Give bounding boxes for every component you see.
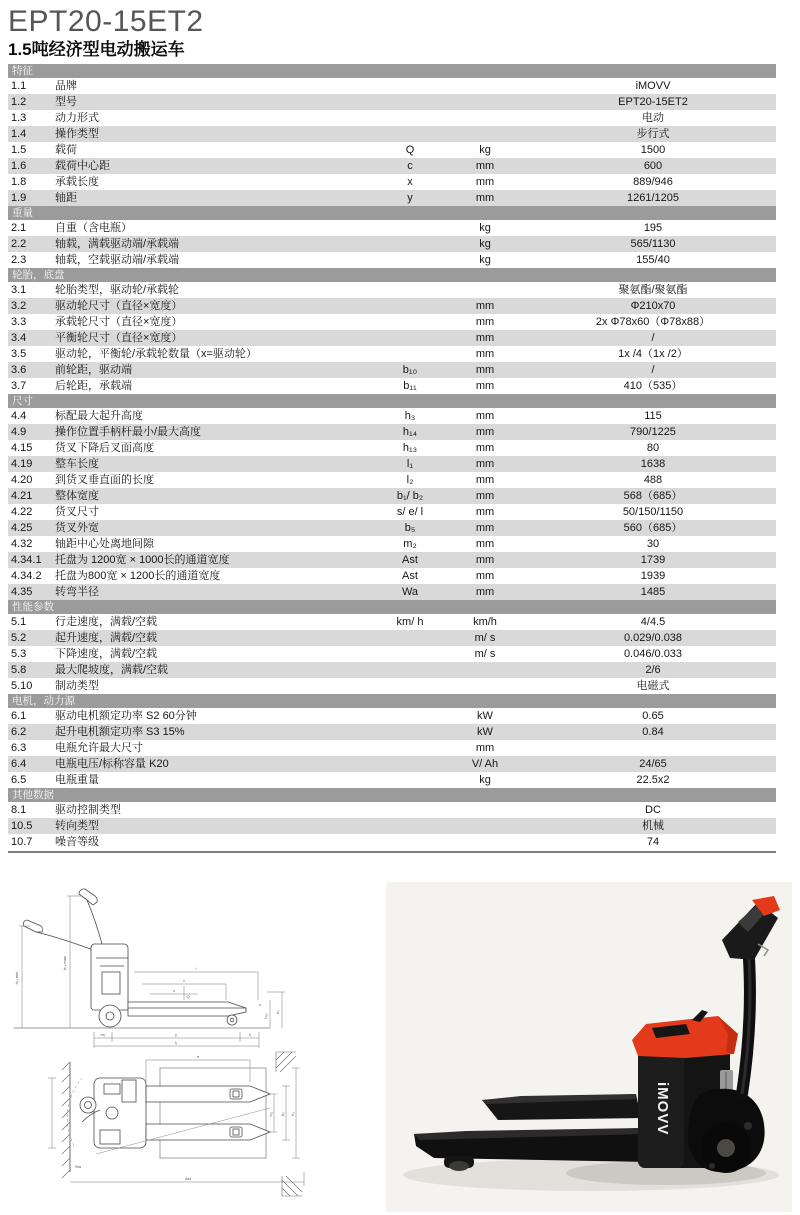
cell-name: 品牌 <box>55 80 77 92</box>
cell-no: 6.1 <box>11 710 27 722</box>
cell-sym: s/ e/ l <box>396 506 424 518</box>
svg-text:c: c <box>173 988 175 993</box>
svg-text:l₁: l₁ <box>174 1040 178 1045</box>
cell-unit <box>440 818 530 834</box>
cell-val: 4/4.5 <box>640 616 666 628</box>
cell-val: 600 <box>643 160 663 172</box>
cell-unit <box>440 126 530 142</box>
cell-name: 操作位置手柄杆最小/最大高度 <box>55 426 202 438</box>
spec-row <box>8 440 776 456</box>
spec-row <box>8 362 776 378</box>
cell-sym <box>380 110 440 126</box>
cell-unit: mm <box>475 570 495 582</box>
cell-name: 最大爬坡度，满载/空载 <box>55 664 169 676</box>
cell-name: 整体宽度 <box>55 490 99 502</box>
cell-name: 货叉下降后叉面高度 <box>55 442 154 454</box>
cell-no: 3.7 <box>11 380 27 392</box>
drive-wheel-housing <box>688 1089 765 1173</box>
spec-row <box>8 504 776 520</box>
cell-name: 整车长度 <box>55 458 99 470</box>
cell-unit: mm <box>475 380 495 392</box>
spec-row <box>8 456 776 472</box>
section-header: 特征 <box>8 64 776 78</box>
cell-val: 115 <box>644 410 662 422</box>
cell-unit: mm <box>475 538 495 550</box>
section-header: 其他数据 <box>8 788 776 802</box>
cell-sym: Ast <box>402 554 418 566</box>
cell-name: 后轮距，承载端 <box>55 380 132 392</box>
cell-val: 155/40 <box>636 254 670 266</box>
spec-row <box>8 708 776 724</box>
spec-row <box>8 78 776 94</box>
cell-no: 5.10 <box>11 680 33 692</box>
page-title: EPT20-15ET2 <box>8 5 204 38</box>
cell-sym: y <box>407 192 413 204</box>
cell-unit: mm <box>475 522 495 534</box>
cell-name: 载荷中心距 <box>55 160 110 172</box>
cell-name: 电瓶重量 <box>55 774 99 786</box>
cell-no: 5.8 <box>11 664 27 676</box>
side-view-dimension-labels <box>14 956 280 1045</box>
cell-no: 6.3 <box>11 742 27 754</box>
cell-name: 货叉尺寸 <box>55 506 99 518</box>
cell-val: 74 <box>646 836 660 848</box>
cell-name: 驱动控制类型 <box>55 804 121 816</box>
spec-row <box>8 282 776 298</box>
svg-text:h₁₃: h₁₃ <box>263 1013 268 1019</box>
cell-name: 驱动电机额定功率 S2 60分钟 <box>55 710 197 722</box>
spec-row <box>8 126 776 142</box>
cell-val: 2/6 <box>645 664 661 676</box>
spec-row <box>8 346 776 362</box>
cell-name: 到货叉垂直面的长度 <box>55 474 154 486</box>
spec-row <box>8 724 776 740</box>
spec-row <box>8 756 776 772</box>
cell-no: 5.1 <box>11 616 27 628</box>
spec-row <box>8 142 776 158</box>
spec-row <box>8 614 776 630</box>
side-view-truck-outline <box>14 889 270 1028</box>
cell-unit: mm <box>475 474 495 486</box>
cell-val: 1939 <box>640 570 666 582</box>
spec-row <box>8 584 776 600</box>
spec-row <box>8 630 776 646</box>
cell-sym <box>380 802 440 818</box>
cell-no: 8.1 <box>11 804 27 816</box>
cell-name: 转向类型 <box>55 820 99 832</box>
cell-val: 2x Φ78x60（Φ78x88） <box>595 316 711 328</box>
cell-name: 转弯半径 <box>55 586 99 598</box>
spec-row <box>8 220 776 236</box>
cell-unit: mm <box>475 160 495 172</box>
cell-unit <box>440 94 530 110</box>
spec-row <box>8 662 776 678</box>
cell-name: 托盘为800宽 × 1200长的通道宽度 <box>55 570 221 582</box>
spec-row <box>8 298 776 314</box>
product-photo <box>386 882 792 1212</box>
spec-row <box>8 488 776 504</box>
cell-name: 制动类型 <box>55 680 99 692</box>
cell-no: 3.2 <box>11 300 27 312</box>
cell-sym <box>380 252 440 268</box>
spec-table <box>8 64 776 853</box>
svg-text:m₂: m₂ <box>100 1032 106 1037</box>
cell-no: 4.20 <box>11 474 33 486</box>
cell-sym <box>380 330 440 346</box>
cell-unit: mm <box>475 364 495 376</box>
cell-val: 1638 <box>640 458 666 470</box>
cell-name: 动力形式 <box>55 112 99 124</box>
cell-val: Φ210x70 <box>630 300 676 312</box>
cell-val: 889/946 <box>633 176 673 188</box>
spec-row <box>8 536 776 552</box>
cell-val: 1500 <box>640 144 666 156</box>
cell-sym <box>380 94 440 110</box>
cell-unit: mm <box>475 316 495 328</box>
cell-unit: mm <box>475 332 495 344</box>
cell-val: 0.046/0.033 <box>623 648 683 660</box>
cell-no: 2.2 <box>11 238 27 250</box>
cell-unit: mm <box>475 458 495 470</box>
cell-no: 3.5 <box>11 348 27 360</box>
cell-no: 3.3 <box>11 316 27 328</box>
cell-val: 568（685） <box>623 490 683 502</box>
side-view-drawing <box>8 888 318 1060</box>
cell-name: 平衡轮尺寸（直径×宽度） <box>55 332 183 344</box>
spec-row <box>8 174 776 190</box>
cell-unit: mm <box>475 554 495 566</box>
cell-name: 电瓶电压/标称容量 K20 <box>55 758 169 770</box>
cell-unit: mm <box>475 426 495 438</box>
svg-text:b₁: b₁ <box>290 1112 295 1116</box>
cell-no: 1.3 <box>11 112 27 124</box>
spec-row <box>8 236 776 252</box>
svg-text:Q: Q <box>186 994 190 999</box>
svg-text:Wa: Wa <box>75 1164 81 1169</box>
cell-val: / <box>651 332 655 344</box>
cell-sym: l₁ <box>406 458 414 470</box>
cell-sym <box>380 78 440 94</box>
cell-sym: h₁₃ <box>402 442 418 454</box>
cell-sym: Q <box>405 144 415 156</box>
cell-val: 24/65 <box>639 758 667 770</box>
cell-unit: m/ s <box>474 632 496 644</box>
spec-row <box>8 94 776 110</box>
cell-no: 6.5 <box>11 774 27 786</box>
cell-val: 195 <box>643 222 663 234</box>
cell-sym <box>380 724 440 740</box>
cell-name: 承载长度 <box>55 176 99 188</box>
cell-sym <box>380 236 440 252</box>
cell-no: 4.25 <box>11 522 33 534</box>
cell-no: 5.2 <box>11 632 27 644</box>
cell-val: EPT20-15ET2 <box>618 96 688 108</box>
cell-no: 4.9 <box>11 426 27 438</box>
cell-unit: mm <box>475 586 495 598</box>
cell-name: 起升电机额定功率 S3 15% <box>55 726 185 738</box>
page-subtitle: 1.5吨经济型电动搬运车 <box>8 40 185 59</box>
cell-val: 步行式 <box>636 128 670 140</box>
cell-unit <box>440 678 530 694</box>
cell-sym: Wa <box>401 586 419 598</box>
cell-unit: kg <box>479 774 491 786</box>
cell-unit: kW <box>477 726 493 738</box>
spec-row <box>8 314 776 330</box>
cell-val: 1485 <box>640 586 666 598</box>
cell-unit: kg <box>479 222 491 234</box>
cell-sym <box>380 740 440 756</box>
section-header: 重量 <box>8 206 776 220</box>
cell-unit: mm <box>475 490 495 502</box>
spec-row <box>8 378 776 394</box>
cell-name: 轴距 <box>55 192 77 204</box>
svg-text:l₂: l₂ <box>248 1032 252 1037</box>
cell-sym <box>380 756 440 772</box>
cell-val: 30 <box>646 538 660 550</box>
cell-sym <box>380 818 440 834</box>
cell-val: 机械 <box>642 820 664 832</box>
cell-sym: l₂ <box>406 474 414 486</box>
cell-no: 2.1 <box>11 222 27 234</box>
cell-unit: mm <box>475 410 495 422</box>
cell-no: 4.32 <box>11 538 33 550</box>
cell-unit: kg <box>479 254 491 266</box>
svg-text:s: s <box>259 1002 261 1007</box>
cell-no: 2.3 <box>11 254 27 266</box>
cell-no: 4.15 <box>11 442 33 454</box>
cell-name: 轴距中心处离地间隙 <box>55 538 154 550</box>
cell-val: 1261/1205 <box>627 192 679 204</box>
spec-row <box>8 252 776 268</box>
cell-sym: b₁/ b₂ <box>396 490 424 502</box>
cell-val: 560（685） <box>623 522 683 534</box>
cell-no: 3.6 <box>11 364 27 376</box>
cell-unit <box>440 110 530 126</box>
cell-sym <box>380 126 440 142</box>
cell-sym <box>380 678 440 694</box>
spec-row <box>8 110 776 126</box>
cell-val: 80 <box>646 442 660 454</box>
cell-name: 自重（含电瓶） <box>55 222 132 234</box>
cell-no: 6.4 <box>11 758 27 770</box>
cell-sym <box>380 282 440 298</box>
cell-val: 410（535） <box>623 380 683 392</box>
cell-no: 4.34.1 <box>11 554 42 566</box>
cell-no: 10.7 <box>11 836 33 848</box>
cell-name: 载荷 <box>55 144 77 156</box>
spec-row <box>8 772 776 788</box>
spec-row <box>8 834 776 850</box>
cell-unit <box>440 662 530 678</box>
brand-logo-vertical: iMOVV <box>654 1082 671 1136</box>
cell-name: 行走速度，满载/空载 <box>55 616 158 628</box>
cell-name: 前轮距，驱动端 <box>55 364 132 376</box>
cell-name: 下降速度，满载/空载 <box>55 648 158 660</box>
svg-text:b₁₁: b₁₁ <box>268 1111 273 1117</box>
spec-row <box>8 330 776 346</box>
cell-val: 0.84 <box>642 726 664 738</box>
cell-sym <box>380 346 440 362</box>
cell-unit <box>440 834 530 850</box>
cell-unit: mm <box>475 348 495 360</box>
cell-val: DC <box>645 804 661 816</box>
cell-val: 790/1225 <box>630 426 676 438</box>
spec-row <box>8 678 776 694</box>
cell-unit: mm <box>475 506 495 518</box>
cell-name: 承载轮尺寸（直径×宽度） <box>55 316 183 328</box>
cell-no: 1.1 <box>11 80 27 92</box>
cell-val: 电磁式 <box>636 680 670 692</box>
cell-sym <box>380 314 440 330</box>
cell-val: 1739 <box>640 554 666 566</box>
section-header: 性能参数 <box>8 600 776 614</box>
cell-sym <box>380 630 440 646</box>
svg-text:b₅: b₅ <box>280 1112 285 1116</box>
cell-unit: mm <box>475 176 495 188</box>
cell-unit: km/h <box>473 616 497 628</box>
cell-unit: kg <box>479 144 491 156</box>
svg-text:x: x <box>183 978 185 983</box>
cell-no: 10.5 <box>11 820 33 832</box>
cell-sym: c <box>407 160 413 172</box>
cell-name: 货叉外宽 <box>55 522 99 534</box>
cell-val: 0.65 <box>642 710 664 722</box>
svg-text:h₁₄ max: h₁₄ max <box>62 956 67 970</box>
cell-unit <box>440 282 530 298</box>
cell-no: 4.34.2 <box>11 570 42 582</box>
cell-sym <box>380 772 440 788</box>
cell-no: 3.4 <box>11 332 27 344</box>
cell-name: 驱动轮，平衡轮/承载轮数量（x=驱动轮） <box>55 348 257 360</box>
cell-no: 4.4 <box>11 410 27 422</box>
cell-sym: h₁₄ <box>402 426 418 438</box>
top-view-truck-outline <box>62 1052 302 1196</box>
svg-text:e: e <box>196 1054 200 1059</box>
cell-no: 4.21 <box>11 490 33 502</box>
cell-unit: mm <box>475 442 495 454</box>
cell-name: 型号 <box>55 96 77 108</box>
cell-sym: km/ h <box>396 616 424 628</box>
cell-no: 4.19 <box>11 458 33 470</box>
cell-no: 1.8 <box>11 176 27 188</box>
cell-name: 轮胎类型，驱动轮/承载轮 <box>55 284 180 296</box>
cell-sym <box>380 662 440 678</box>
spec-row <box>8 552 776 568</box>
spec-row <box>8 646 776 662</box>
cell-sym: Ast <box>402 570 418 582</box>
cell-name: 操作类型 <box>55 128 99 140</box>
cell-no: 1.4 <box>11 128 27 140</box>
cell-val: 聚氨酯/聚氨酯 <box>618 284 688 296</box>
spec-row <box>8 818 776 834</box>
cell-no: 1.9 <box>11 192 27 204</box>
cell-no: 1.2 <box>11 96 27 108</box>
cell-val: 488 <box>643 474 663 486</box>
section-header: 电机，动力源 <box>8 694 776 708</box>
cell-sym <box>380 220 440 236</box>
cell-name: 驱动轮尺寸（直径×宽度） <box>55 300 183 312</box>
cell-no: 1.6 <box>11 160 27 172</box>
cell-unit <box>440 802 530 818</box>
cell-val: 565/1130 <box>630 238 676 250</box>
cell-sym: b₅ <box>404 522 416 534</box>
page-header <box>0 0 800 60</box>
cell-val: 0.029/0.038 <box>623 632 683 644</box>
cell-sym: b₁₀ <box>402 364 418 376</box>
spec-row <box>8 424 776 440</box>
cell-val <box>530 740 776 756</box>
cell-val: / <box>651 364 655 376</box>
svg-text:y: y <box>175 1032 177 1037</box>
svg-text:Ast: Ast <box>185 1176 191 1181</box>
cell-val: 1x /4（1x /2） <box>618 348 688 360</box>
cell-unit: kg <box>479 238 491 250</box>
cell-no: 1.5 <box>11 144 27 156</box>
side-view-dimension-lines <box>19 896 285 1048</box>
cell-no: 3.1 <box>11 284 27 296</box>
svg-text:h₁₄ min: h₁₄ min <box>14 971 19 985</box>
cell-unit: mm <box>475 300 495 312</box>
cell-name: 轴载，空载驱动端/承载端 <box>55 254 180 266</box>
cell-no: 4.22 <box>11 506 33 518</box>
spec-row <box>8 408 776 424</box>
svg-text:h₃: h₃ <box>275 1010 280 1014</box>
cell-unit: mm <box>475 742 495 754</box>
fork-upper <box>482 1094 641 1120</box>
spec-row <box>8 158 776 174</box>
spec-row <box>8 190 776 206</box>
cell-no: 6.2 <box>11 726 27 738</box>
cell-unit: mm <box>475 192 495 204</box>
cell-name: 噪音等级 <box>55 836 99 848</box>
spec-row <box>8 568 776 584</box>
cell-name: 托盘为 1200宽 × 1000长的通道宽度 <box>55 554 230 566</box>
cell-sym: b₁₁ <box>403 380 417 392</box>
cell-name: 电瓶允许最大尺寸 <box>55 742 143 754</box>
cell-unit <box>440 78 530 94</box>
cell-val: 50/150/1150 <box>622 506 684 518</box>
cell-name: 轴载，满载驱动端/承载端 <box>55 238 180 250</box>
cell-sym <box>380 708 440 724</box>
cell-name: 起升速度，满载/空载 <box>55 632 158 644</box>
cell-unit: m/ s <box>474 648 496 660</box>
svg-text:l: l <box>195 966 197 971</box>
cell-val: iMOVV <box>635 80 671 92</box>
cell-unit: kW <box>477 710 493 722</box>
cell-sym: x <box>407 176 413 188</box>
cell-sym: m₂ <box>403 538 417 550</box>
section-header: 轮胎，底盘 <box>8 268 776 282</box>
cell-sym: h₃ <box>404 410 416 422</box>
cell-val: 电动 <box>642 112 664 124</box>
spec-row <box>8 472 776 488</box>
cell-no: 5.3 <box>11 648 27 660</box>
top-view-drawing <box>38 1050 310 1198</box>
cell-val: 22.5x2 <box>636 774 670 786</box>
cell-sym <box>380 646 440 662</box>
cell-unit: V/ Ah <box>471 758 499 770</box>
spec-row <box>8 740 776 756</box>
cell-no: 4.35 <box>11 586 33 598</box>
cell-sym <box>380 298 440 314</box>
section-header: 尺寸 <box>8 394 776 408</box>
spec-row <box>8 520 776 536</box>
cell-sym <box>380 834 440 850</box>
spec-row <box>8 802 776 818</box>
cell-name: 标配最大起升高度 <box>55 410 143 422</box>
